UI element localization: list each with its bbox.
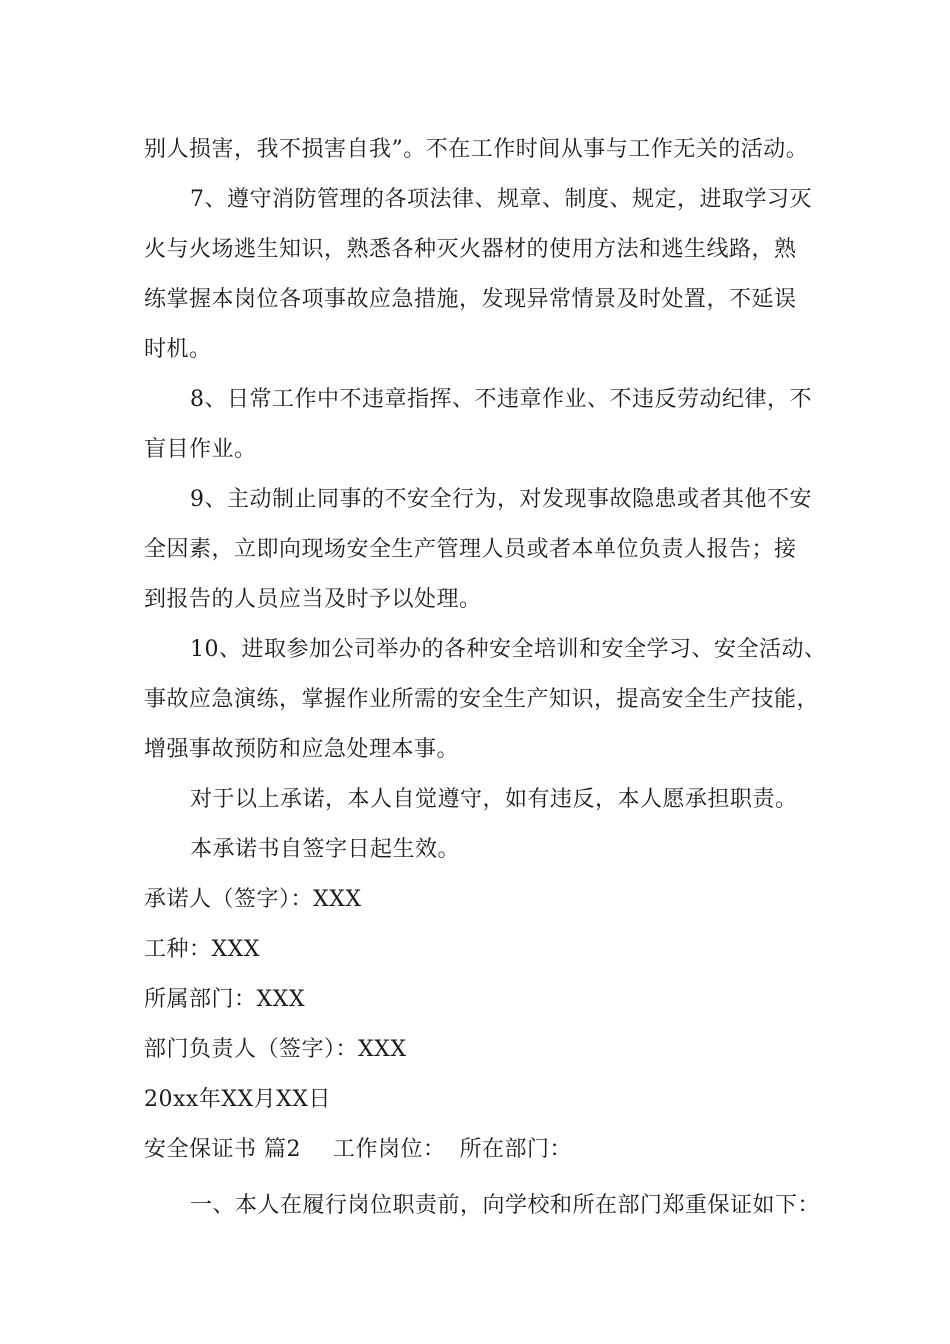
- section2-header: [144, 1136, 572, 1164]
- paragraph-line: 增强事故预防和应急处理本事。: [144, 737, 460, 762]
- paragraph-line: 火与火场逃生知识，熟悉各种灭火器材的使用方法和逃生线路，熟: [144, 237, 797, 262]
- department: 所属部门：XXX: [144, 987, 305, 1012]
- paragraph-line: 对于以上承诺，本人自觉遵守，如有违反，本人愿承担职责。: [190, 787, 798, 812]
- section2-title: 安全保证书 篇2: [144, 1137, 301, 1162]
- paragraph-line: 全因素，立即向现场安全生产管理人员或者本单位负责人报告；接: [144, 537, 797, 562]
- department-head-signature: 部门负责人（签字）：XXX: [144, 1037, 407, 1062]
- paragraph-line: 本承诺书自签字日起生效。: [190, 837, 461, 862]
- paragraph-line: 时机。: [144, 337, 212, 362]
- paragraph-line: 到报告的人员应当及时予以处理。: [144, 587, 482, 612]
- paragraph-line: 练掌握本岗位各项事故应急措施，发现异常情景及时处置，不延误: [144, 287, 797, 312]
- paragraph-line: 一、本人在履行岗位职责前，向学校和所在部门郑重保证如下：: [190, 1193, 821, 1218]
- paragraph-line: 8、日常工作中不违章指挥、不违章作业、不违反劳动纪律，不: [190, 387, 812, 412]
- paragraph-line: 盲目作业。: [144, 437, 257, 462]
- promisor-signature: 承诺人（签字）：XXX: [144, 887, 362, 912]
- dept-label: 所在部门：: [459, 1137, 573, 1162]
- post-label: 工作岗位：: [333, 1137, 446, 1162]
- signature-date: 20xx年XX月XX日: [144, 1087, 331, 1112]
- paragraph-line: 事故应急演练，掌握作业所需的安全生产知识，提高安全生产技能，: [144, 687, 820, 712]
- paragraph-line: 7、遵守消防管理的各项法律、规章、制度、规定，进取学习灭: [190, 187, 812, 212]
- paragraph-line: 10、进取参加公司举办的各种安全培训和安全学习、安全活动、: [190, 637, 827, 662]
- job-type: 工种：XXX: [144, 937, 260, 962]
- paragraph-line: 9、主动制止同事的不安全行为，对发现事故隐患或者其他不安: [190, 487, 812, 512]
- paragraph-line: 别人损害，我不损害自我”。不在工作时间从事与工作无关的活动。: [144, 137, 809, 162]
